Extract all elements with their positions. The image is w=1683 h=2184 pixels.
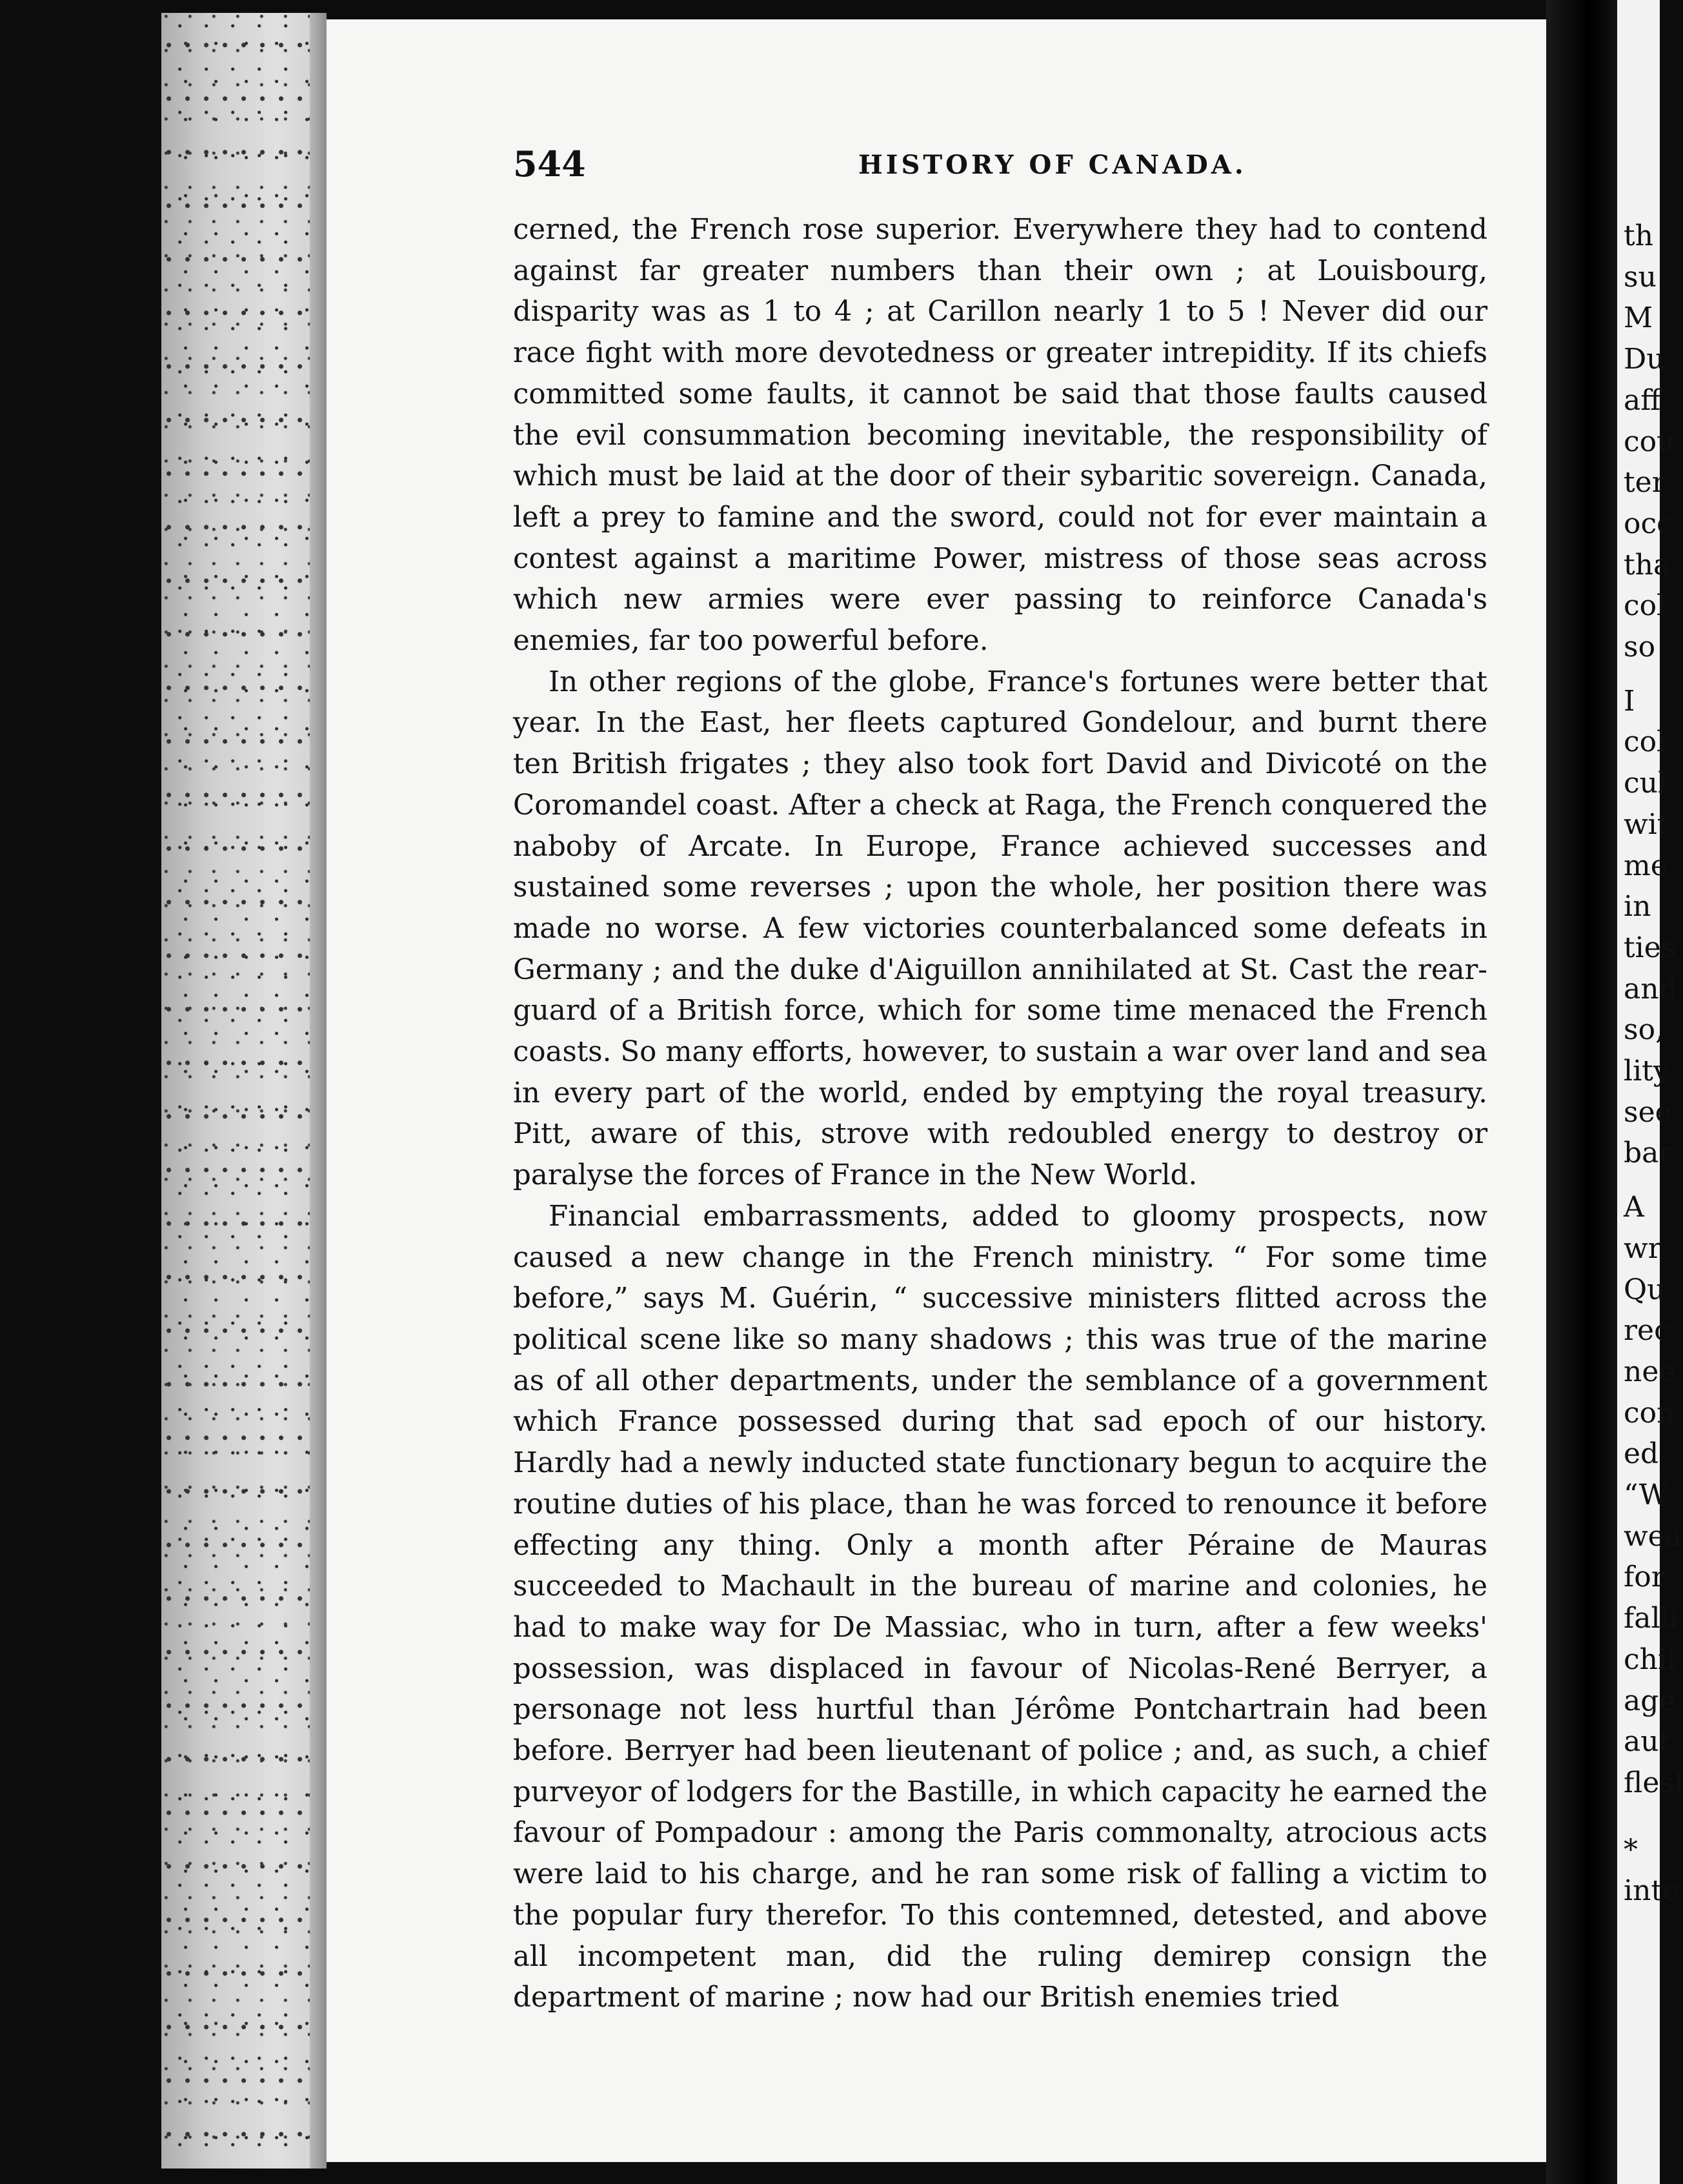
facing-page-line-fragment: aut bbox=[1624, 1725, 1671, 1759]
facing-page-line-fragment: and bbox=[1624, 972, 1677, 1006]
facing-page-line-fragment: chil bbox=[1624, 1643, 1677, 1676]
running-head bbox=[513, 143, 1487, 188]
book-spine bbox=[1546, 0, 1617, 2184]
facing-page-line-fragment: bar bbox=[1624, 1137, 1673, 1170]
facing-page-line-fragment: A bbox=[1624, 1191, 1644, 1224]
facing-page-line-fragment: Du bbox=[1624, 343, 1665, 376]
facing-page-line-fragment: cul bbox=[1624, 767, 1668, 800]
facing-page-line-fragment: wit bbox=[1624, 807, 1669, 841]
paragraph: cerned, the French rose superior. Everywhere they had to contend against far greater numbers than their own ; at Louisbourg, disparity was as 1 to 4 ; at Carillon nearly 1 to 5 ! Never did our race fight with more devotedness or greater intrepidity. If its chiefs committed some faults, it cannot be said that those faults caused the evil consummation becoming inevitable, the responsibility of which must be laid at the door of their sybaritic sovereign. Canada, left a prey to famine and the sword, could not for ever maintain a contest against a maritime Power, mistress of those seas across which new armies were ever passing to reinforce Canada's enemies, far too powerful before. bbox=[513, 214, 1487, 658]
paragraph: Financial embarrassments, added to gloomy prospects, now caused a new change in the French ministry. “ For some time before,” says M. Guérin, “ successive ministers flitted across the political scene like so many shadows ; this was true of the marine as of all other departments, under the semblance of a government which France possessed during that sad epoch of our history. Hardly had a newly inducted state functionary begun to acquire the routine duties of his place, than he was forced to renounce it before effecting any thing. Only a month after Péraine de Mauras succeeded to Machault in the bureau of marine and colonies, he had to make way for De Massiac, who in turn, after a few weeks' possession, was displaced in favour of Nicolas-René Berryer, a personage not less hurtful than Jérôme Pontchartrain had been before. Berryer had been lieutenant of police ; and, as such, a chief purveyor of lodgers for the Bastille, in which capacity he earned the favour of Pompadour : among the Paris commonalty, atrocious acts were laid to his charge, and he ran some risk of falling a victim to the popular fury therefor. To this contemned, detested, and above all incompetent man, did the ruling demirep consign the department of marine ; now had our British enemies tried bbox=[513, 1200, 1487, 2014]
facing-page-line-fragment: su bbox=[1624, 260, 1657, 294]
paragraph: In other regions of the globe, France's fortunes were better that year. In the East, her fleets captured Gondelour, and burnt there ten British frigates ; they also took fort David and Divicoté on the Coromandel coast. After a check at Raga, the French conquered the naboby of Arcate. In Europe, France achieved successes and sustained some reverses ; upon the whole, her position there was made no worse. A few victories counterbalanced some defeats in Germany ; and the duke d'Aiguillon annihilated at St. Cast the rear-guard of a British force, which for some time menaced the French coasts. So many efforts, however, to sustain a war over land and sea in every part of the world, ended by emptying the royal treasury. Pitt, aware of this, strove with redoubled energy to destroy or paralyse the forces of France in the New World. bbox=[513, 665, 1487, 1192]
facing-page-line-fragment: see bbox=[1624, 1095, 1672, 1129]
facing-page-line-fragment: wr bbox=[1624, 1231, 1662, 1265]
facing-page-line-fragment: flesl bbox=[1624, 1766, 1683, 1799]
facing-page-line-fragment: “W bbox=[1624, 1479, 1668, 1512]
facing-page-line-fragment: so bbox=[1624, 631, 1656, 663]
facing-page-line-fragment: con bbox=[1624, 1396, 1675, 1430]
facing-page-line-fragment: nee bbox=[1624, 1355, 1676, 1388]
page-gutter bbox=[310, 13, 327, 2169]
facing-page-line-fragment: falli bbox=[1624, 1602, 1678, 1635]
facing-page-line-fragment: col bbox=[1624, 725, 1666, 759]
facing-page-line-fragment: lity bbox=[1624, 1055, 1669, 1087]
facing-page-line-fragment: ed bbox=[1624, 1437, 1659, 1471]
facing-page-line-fragment: for bbox=[1624, 1561, 1665, 1594]
body-text bbox=[513, 210, 1487, 2019]
facing-page-line-fragment: inte bbox=[1624, 1874, 1680, 1908]
facing-page-line-fragment: Qu bbox=[1624, 1273, 1666, 1306]
facing-page-line-fragment: occ bbox=[1624, 507, 1673, 540]
facing-page-line-fragment: wea bbox=[1624, 1519, 1682, 1553]
facing-page-line-fragment: I bbox=[1624, 684, 1635, 718]
facing-page-line-fragment: col bbox=[1624, 589, 1666, 623]
facing-page-line-fragment: me bbox=[1624, 849, 1668, 882]
facing-page-line-fragment: ter bbox=[1624, 466, 1666, 500]
page-number: 544 bbox=[513, 143, 586, 185]
facing-page-fragment bbox=[1617, 0, 1683, 2184]
page-edge bbox=[161, 13, 327, 2169]
facing-page-line-fragment: tha bbox=[1624, 548, 1671, 581]
facing-page-line-fragment: rec bbox=[1624, 1314, 1670, 1348]
running-title: HISTORY OF CANADA. bbox=[858, 150, 1247, 180]
facing-page-line-fragment: th bbox=[1624, 219, 1654, 252]
facing-page-line-fragment: * bbox=[1624, 1833, 1638, 1866]
facing-page-line-fragment: ties bbox=[1624, 931, 1676, 964]
facing-page-line-fragment: M bbox=[1624, 301, 1653, 335]
facing-page-line-fragment: aff bbox=[1624, 383, 1661, 417]
facing-page-line-fragment: in bbox=[1624, 890, 1651, 924]
facing-page-line-fragment: so, bbox=[1624, 1013, 1665, 1047]
facing-page-line-fragment: age bbox=[1624, 1684, 1676, 1717]
facing-page-line-fragment: cou bbox=[1624, 425, 1675, 458]
